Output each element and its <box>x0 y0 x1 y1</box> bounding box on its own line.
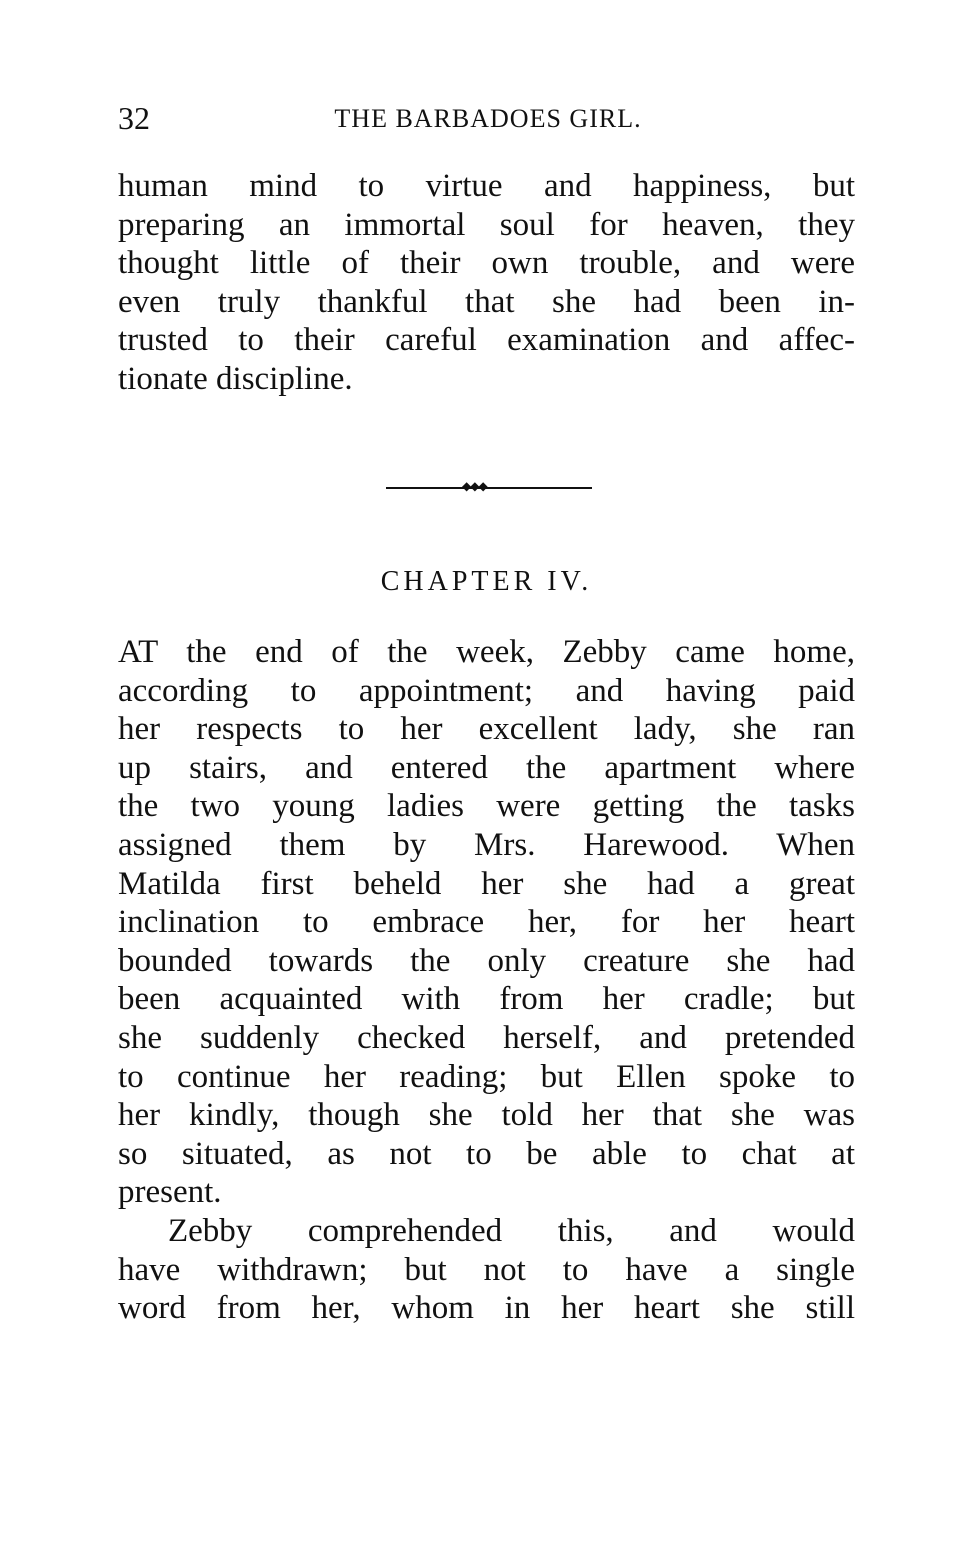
text-line: human mind to virtue and happiness, but <box>118 168 855 204</box>
text-line: her kindly, though she told her that she was <box>118 1097 855 1134</box>
chapter-heading: CHAPTER IV. <box>380 566 593 597</box>
text-line: her respects to her excellent lady, she ran <box>118 711 855 748</box>
text-line: trusted to their careful examination and affec- <box>118 322 855 359</box>
text-line: have withdrawn; but not to have a single <box>118 1251 855 1288</box>
text-line: been acquainted with from her cradle; but <box>118 981 855 1018</box>
text-line: word from her, whom in her heart she still <box>118 1290 855 1327</box>
text-line: present. <box>118 1174 222 1211</box>
text-line: Matilda first beheld her she had a great <box>118 865 855 902</box>
text-line: even truly thankful that she had been in- <box>118 283 855 320</box>
text-line: thought little of their own trouble, and were <box>118 245 855 282</box>
running-title: THE BARBADOES GIRL. <box>334 104 642 133</box>
text-line: according to appointment; and having paid <box>118 672 855 709</box>
text-line: preparing an immortal soul for heaven, they <box>118 206 855 243</box>
paragraph-continued <box>118 167 855 399</box>
text-line: assigned them by Mrs. Harewood. When <box>118 826 855 863</box>
page-number: 32 <box>118 100 150 136</box>
text-line: inclination to embrace her, for her heart <box>118 904 855 941</box>
page-header <box>118 100 858 140</box>
text-line: so situated, as not to be able to chat at <box>118 1135 855 1172</box>
text-line: she suddenly checked herself, and pretended <box>118 1019 855 1056</box>
text-line: the two young ladies were getting the tasks <box>118 788 855 825</box>
text-line: bounded towards the only creature she had <box>118 942 855 979</box>
divider-ornament: ◆◆◆ <box>462 479 487 493</box>
text-line: Zebby comprehended this, and would <box>168 1212 855 1249</box>
text-line: up stairs, and entered the apartment where <box>118 749 855 786</box>
section-divider <box>386 487 592 489</box>
text-line: to continue her reading; but Ellen spoke to <box>118 1058 855 1095</box>
chapter-body <box>118 633 855 1328</box>
text-line: AT the end of the week, Zebby came home, <box>118 634 855 670</box>
text-line: tionate discipline. <box>118 360 353 397</box>
